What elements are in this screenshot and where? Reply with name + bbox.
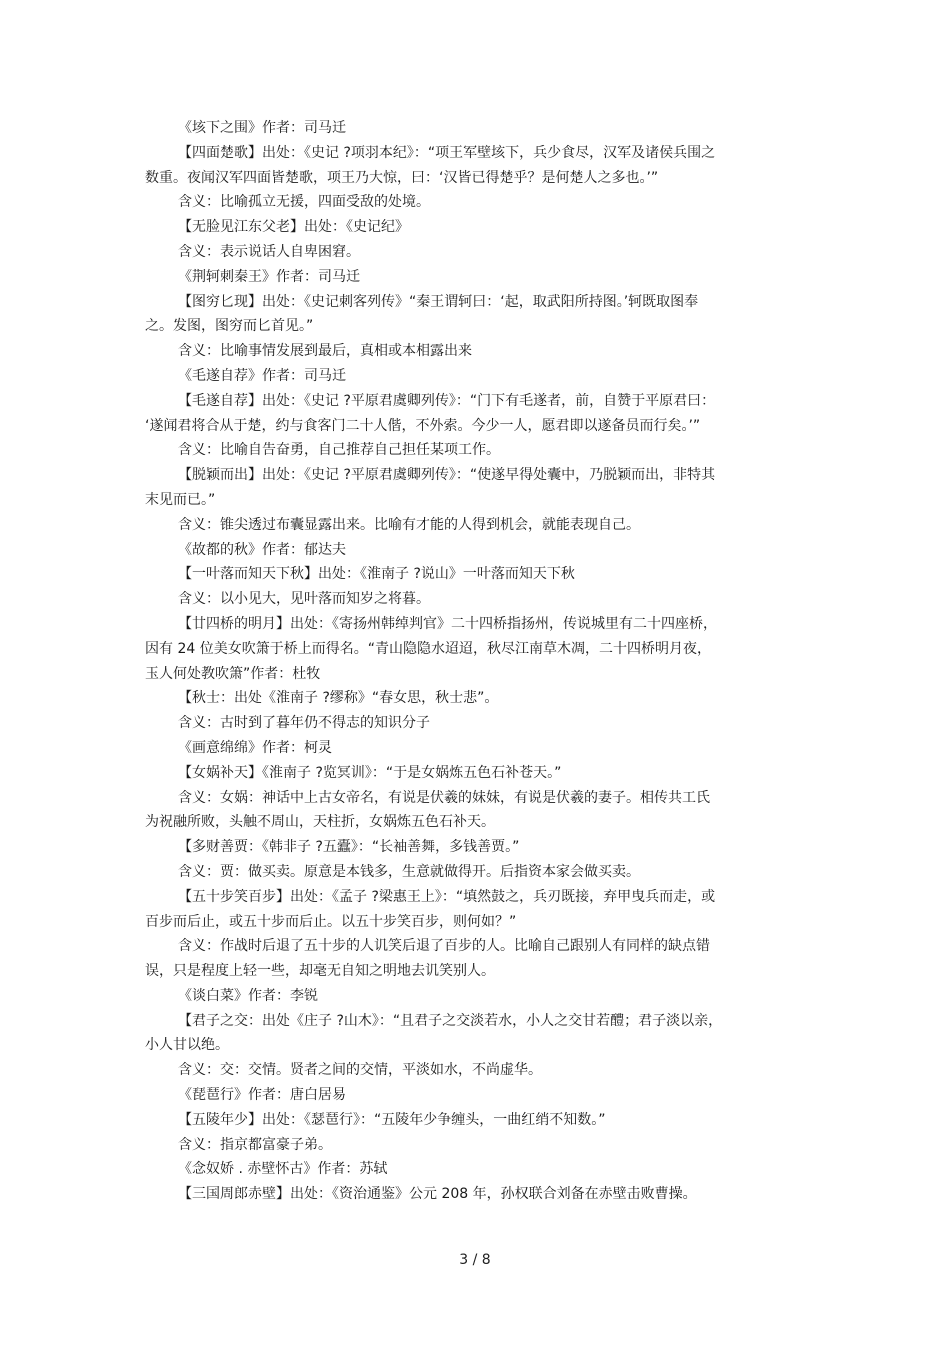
text-line: 含义：指京都富豪子弟。 xyxy=(178,1136,332,1153)
text-line: 玉人何处教吹箫”作者：杜牧 xyxy=(145,665,321,682)
text-line: 含义：交：交情。贤者之间的交情，平淡如水，不尚虚华。 xyxy=(178,1062,542,1079)
text-line: 含义：贾：做买卖。原意是本钱多，生意就做得开。后指资本家会做买卖。 xyxy=(178,863,640,880)
text-line: 【一叶落而知天下秋】出处：《淮南子 ?说山》一叶落而知天下秋 xyxy=(178,566,575,583)
text-line: 《琵琶行》作者：唐白居易 xyxy=(178,1087,346,1104)
text-line: 【脱颖而出】出处：《史记 ?平原君虞卿列传》：“使遂早得处囊中，乃脱颖而出，非特其 xyxy=(178,467,716,484)
text-line: 含义：比喻孤立无援，四面受敌的处境。 xyxy=(178,194,430,211)
text-line: 【图穷匕现】出处：《史记刺客列传》“秦王谓轲曰：‘起，取武阳所持图。’轲既取图奉 xyxy=(178,293,699,310)
text-line: 含义：比喻自告奋勇，自己推荐自己担任某项工作。 xyxy=(178,442,500,459)
text-line: 之。发图，图穷而匕首见。” xyxy=(145,318,314,335)
text-line: 数重。夜闻汉军四面皆楚歌，项王乃大惊，曰：‘汉皆已得楚乎？是何楚人之多也。’” xyxy=(145,169,659,186)
text-line: 含义：女娲：神话中上古女帝名，有说是伏羲的妹妹，有说是伏羲的妻子。相传共工氏 xyxy=(178,789,710,806)
text-line: 含义：以小见大，见叶落而知岁之将暮。 xyxy=(178,591,430,608)
text-line: 【秋士：出处《淮南子 ?缪称》“春女思，秋士悲”。 xyxy=(178,690,499,707)
text-line: 【五十步笑百步】出处：《孟子 ?梁惠王上》：“填然鼓之，兵刃既接，弃甲曳兵而走，或 xyxy=(178,888,716,905)
text-line: 含义：表示说话人自卑困窘。 xyxy=(178,243,360,260)
text-line: 为祝融所败，头触不周山，天柱折，女娲炼五色石补天。 xyxy=(145,814,495,831)
text-line: 【无脸见江东父老】出处：《史记纪》 xyxy=(178,219,409,236)
text-line: ‘遂闻君将合从于楚，约与食客门二十人偕，不外索。今少一人，愿君即以遂备员而行矣。’” xyxy=(145,417,701,434)
text-line: 小人甘以绝。 xyxy=(145,1037,229,1054)
document-body xyxy=(145,116,795,1207)
text-line: 【君子之交：出处《庄子 ?山木》：“且君子之交淡若水，小人之交甘若醴；君子淡以亲， xyxy=(178,1012,723,1029)
text-line: 【三国周郎赤壁】出处：《资治通鉴》公元 208 年，孙权联合刘备在赤壁击败曹操。 xyxy=(178,1186,697,1203)
text-line: 【四面楚歌】出处：《史记 ?项羽本纪》：“项王军壁垓下，兵少食尽，汉军及诸侯兵围之 xyxy=(178,144,716,161)
text-line: 《荆轲刺秦王》作者：司马迁 xyxy=(178,268,360,285)
text-line: 含义：古时到了暮年仍不得志的知识分子 xyxy=(178,715,430,732)
text-line: 含义：锥尖透过布囊显露出来。比喻有才能的人得到机会，就能表现自己。 xyxy=(178,516,640,533)
text-line: 误，只是程度上轻一些，却毫无自知之明地去讥笑别人。 xyxy=(145,963,495,980)
text-line: 百步而后止，或五十步而后止。以五十步笑百步，则何如？” xyxy=(145,913,517,930)
text-line: 含义：比喻事情发展到最后，真相或本相露出来 xyxy=(178,343,472,360)
text-line: 《谈白菜》作者：李锐 xyxy=(178,987,318,1004)
text-line: 【女娲补天】《淮南子 ?览冥训》：“于是女娲炼五色石补苍天。” xyxy=(178,764,562,781)
text-line: 《画意绵绵》作者：柯灵 xyxy=(178,739,332,756)
text-line: 末见而已。” xyxy=(145,491,216,508)
text-line: 《故都的秋》作者：郁达夫 xyxy=(178,541,346,558)
text-line: 因有 24 位美女吹箫于桥上而得名。“青山隐隐水迢迢，秋尽江南草木凋，二十四桥明月夜， xyxy=(145,640,711,657)
text-line: 【五陵年少】出处：《瑟琶行》：“五陵年少争缠头，一曲红绡不知数。” xyxy=(178,1111,606,1128)
text-line: 【毛遂自荐】出处：《史记 ?平原君虞卿列传》：“门下有毛遂者，前，自赞于平原君曰： xyxy=(178,392,716,409)
page-number: 3 / 8 xyxy=(459,1252,491,1268)
text-line: 《垓下之围》作者：司马迁 xyxy=(178,120,346,136)
text-line: 【廿四桥的明月】出处：《寄扬州韩绰判官》二十四桥指扬州，传说城里有二十四座桥， xyxy=(178,615,717,632)
text-line: 《念奴娇 . 赤壁怀古》作者：苏轼 xyxy=(178,1161,388,1178)
text-line: 《毛遂自荐》作者：司马迁 xyxy=(178,367,346,384)
text-line: 含义：作战时后退了五十步的人讥笑后退了百步的人。比喻自己跟别人有同样的缺点错 xyxy=(178,938,710,955)
text-line: 【多财善贾：《韩非子 ?五蠹》：“长袖善舞，多钱善贾。” xyxy=(178,839,520,856)
